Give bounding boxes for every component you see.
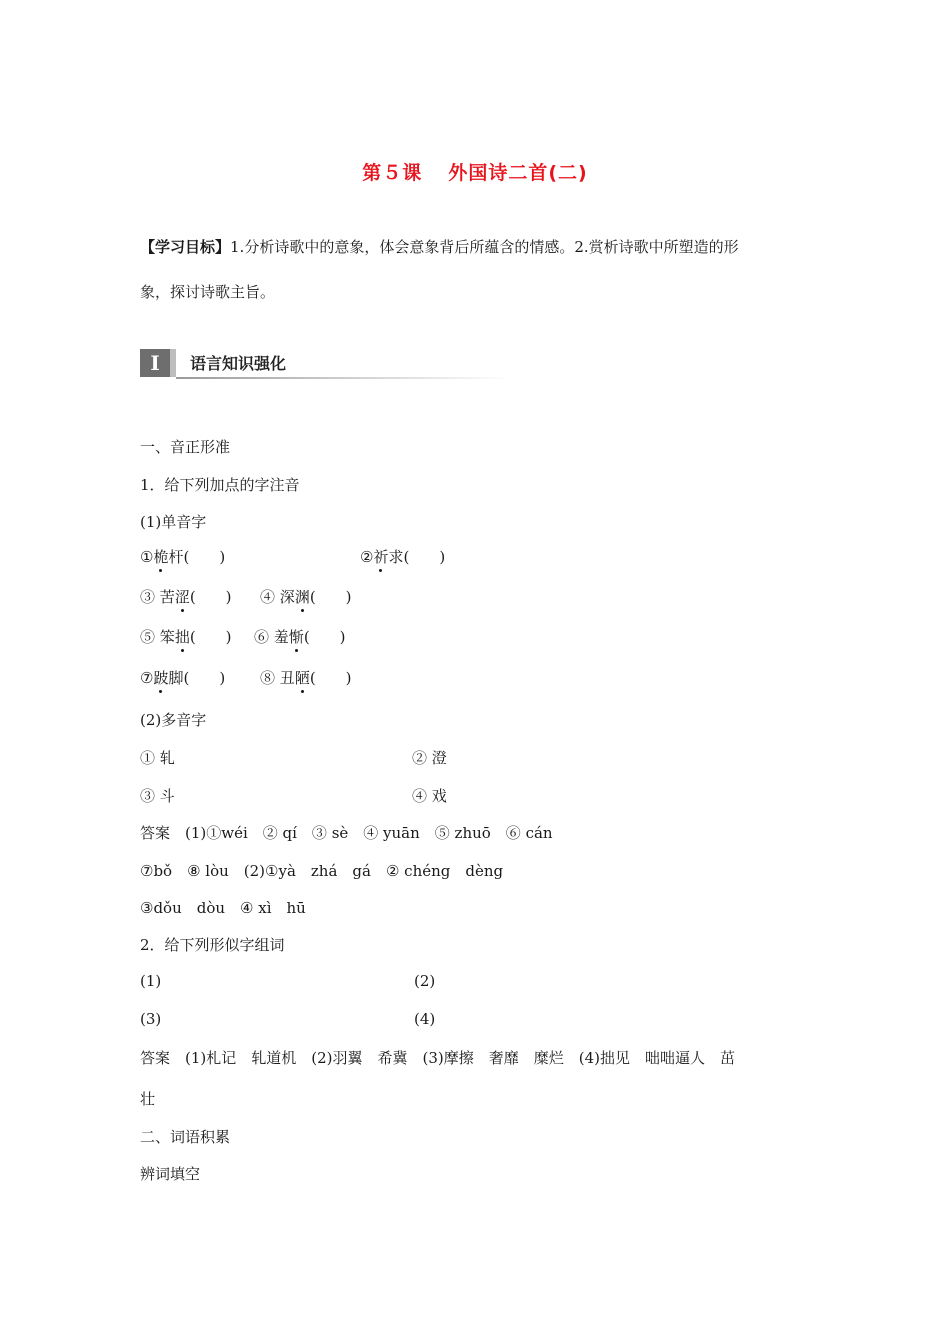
part1-heading: 一、音正形准 bbox=[140, 438, 231, 456]
answer-2-line-2: 壮 bbox=[140, 1090, 156, 1108]
q2-item-3: (3) bbox=[140, 1010, 162, 1028]
multi-item-4: ④ 戏 bbox=[412, 787, 447, 805]
multi-item-3: ③ 斗 bbox=[140, 787, 175, 805]
section-title: 语言知识强化 bbox=[190, 354, 287, 373]
dotted-char: 渊 bbox=[294, 588, 310, 606]
dotted-char: 桅 bbox=[153, 548, 169, 566]
item-8: ⑧ 丑陋( ) bbox=[260, 669, 352, 687]
dotted-char: 惭 bbox=[288, 628, 304, 646]
question-1: 1．给下列加点的字注音 bbox=[140, 476, 300, 494]
lesson-name: 外国诗二首(二) bbox=[448, 162, 588, 184]
lesson-title bbox=[0, 158, 950, 185]
learning-goal-label: 【学习目标】 bbox=[140, 238, 231, 256]
item-2: ②祈求( ) bbox=[360, 548, 446, 566]
answer-1-line-3: ③dǒu dòu ④ xì hū bbox=[140, 899, 306, 917]
answer-1-line-1: 答案 (1)①wéi ② qí ③ sè ④ yuān ⑤ zhuō ⑥ cán bbox=[140, 824, 553, 842]
learning-goal-line-2: 象，探讨诗歌主旨。 bbox=[140, 283, 276, 301]
dotted-char: 拙 bbox=[174, 628, 190, 646]
dotted-char: 陋 bbox=[294, 669, 310, 687]
answer-2-line-1: 答案 (1)札记 轧道机 (2)羽翼 希冀 (3)摩擦 奢靡 糜烂 (4)拙见 咄咄逼人 茁 bbox=[140, 1049, 735, 1067]
lesson-number: 第５课 bbox=[362, 162, 423, 184]
part2-subheading: 辨词填空 bbox=[140, 1165, 201, 1183]
section-numeral-badge: I bbox=[140, 349, 170, 377]
question-2: 2．给下列形似字组词 bbox=[140, 936, 285, 954]
section-divider bbox=[176, 377, 510, 379]
item-5: ⑤ 笨拙( ) bbox=[140, 628, 232, 646]
multi-item-1: ① 轧 bbox=[140, 749, 175, 767]
single-char-label: (1)单音字 bbox=[140, 513, 207, 531]
item-1: ①桅杆( ) bbox=[140, 548, 226, 566]
item-4: ④ 深渊( ) bbox=[260, 588, 352, 606]
item-3: ③ 苦涩( ) bbox=[140, 588, 232, 606]
q2-item-2: (2) bbox=[414, 972, 436, 990]
multi-item-2: ② 澄 bbox=[412, 749, 447, 767]
q2-item-1: (1) bbox=[140, 972, 162, 990]
dotted-char: 跛 bbox=[153, 669, 169, 687]
dotted-char: 祈 bbox=[373, 548, 389, 566]
item-6: ⑥ 羞惭( ) bbox=[254, 628, 346, 646]
part2-heading: 二、词语积累 bbox=[140, 1128, 231, 1146]
multi-char-label: (2)多音字 bbox=[140, 711, 207, 729]
dotted-char: 涩 bbox=[174, 588, 190, 606]
section-header bbox=[140, 347, 510, 381]
q2-item-4: (4) bbox=[414, 1010, 436, 1028]
answer-1-line-2: ⑦bǒ ⑧ lòu (2)①yà zhá gá ② chéng dèng bbox=[140, 862, 504, 880]
learning-goal-line-1: 【学习目标】1.分析诗歌中的意象，体会意象背后所蕴含的情感。2.赏析诗歌中所塑造的形 bbox=[140, 238, 739, 256]
item-7: ⑦跛脚( ) bbox=[140, 669, 226, 687]
